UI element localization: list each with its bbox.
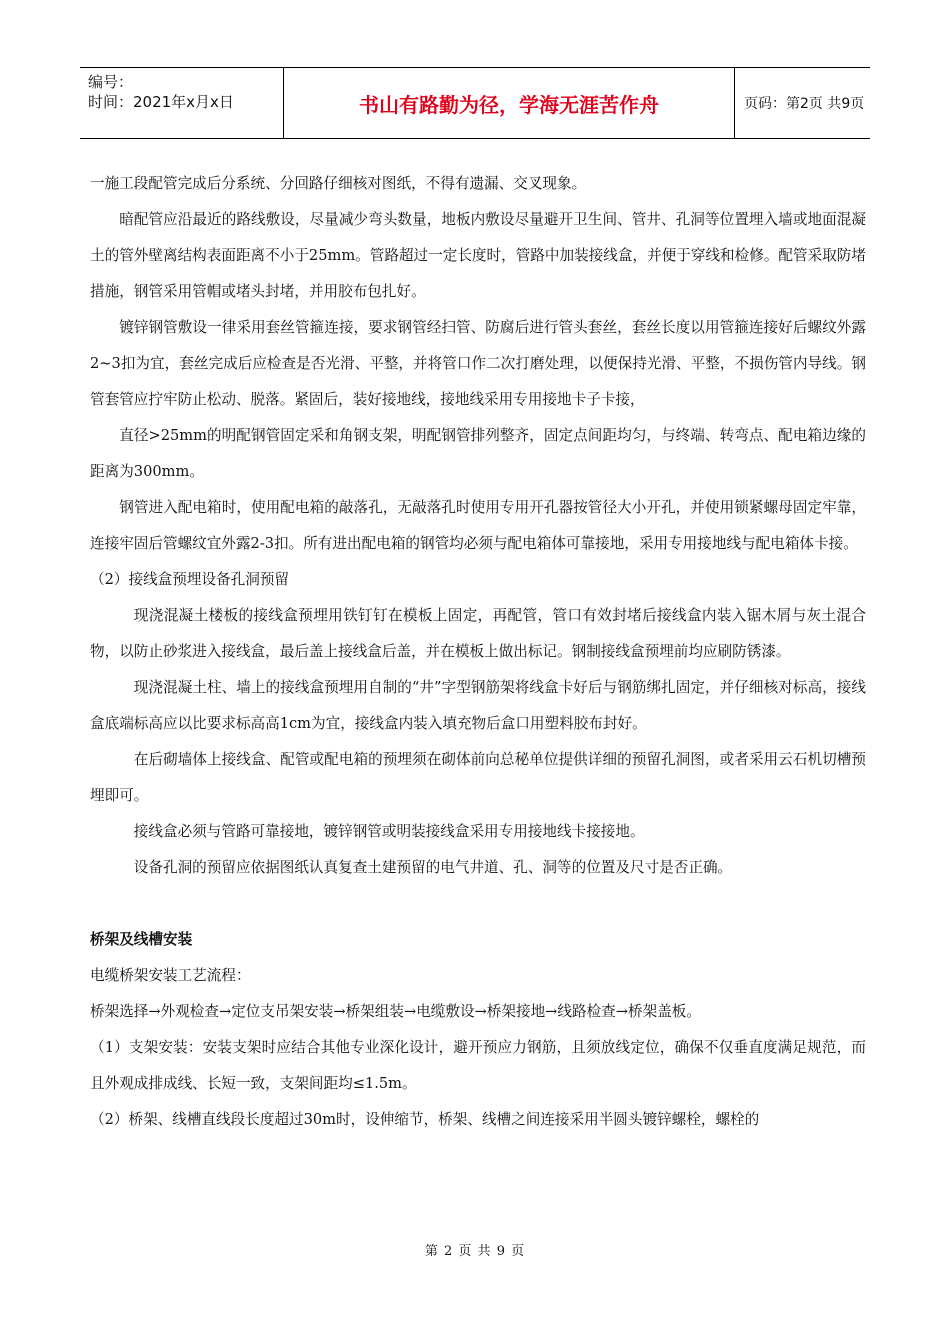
paragraph: 镀锌钢管敷设一律采用套丝管箍连接，要求钢管经扫管、防腐后进行管头套丝，套丝长度以用管箍连接好后螺纹外露2~3扣为宜，套丝完成后应检查是否光滑、平整，并将管口作二次打磨处理，以便保持光滑、平整，不损伤管内导线。钢管套管应拧牢防止松动、脱落。紧固后，装好接地线，接地线采用专用接地卡子卡接，: [90, 319, 866, 408]
paragraph: （1）支架安装：安装支架时应结合其他专业深化设计，避开预应力钢筋，且须放线定位，确保不仅垂直度满足规范，而且外观成排成线、长短一致，支架间距均≤1.5m。: [90, 1039, 866, 1092]
paragraph: 直径>25mm的明配钢管固定采和角钢支架，明配钢管排列整齐，固定点间距均匀，与终端、转弯点、配电箱边缘的距离为300mm。: [90, 427, 866, 480]
section-heading: 桥架及线槽安装: [90, 931, 193, 948]
paragraph: 在后砌墙体上接线盒、配管或配电箱的预埋须在砌体前向总秘单位提供详细的预留孔洞图，或者采用云石机切槽预埋即可。: [90, 751, 866, 804]
paragraph: 暗配管应沿最近的路线敷设，尽量减少弯头数量，地板内敷设尽量避开卫生间、管井、孔洞等位置埋入墙或地面混凝土的管外壁离结构表面距离不小于25mm。管路超过一定长度时，管路中加装接线盒，并便于穿线和检修。配管采取防堵措施，钢管采用管帽或堵头封堵，并用胶布包扎好。: [90, 211, 866, 300]
section-subheading: （2）接线盒预埋设备孔洞预留: [90, 571, 290, 588]
process-flow: 桥架选择→外观检查→定位支吊架安装→桥架组装→电缆敷设→桥架接地→线路检查→桥架盖板。: [90, 1003, 701, 1020]
paragraph: 现浇混凝土柱、墙上的接线盒预埋用自制的“井”字型钢筋架将线盒卡好后与钢筋绑扎固定，并仔细核对标高，接线盒底端标高应以比要求标高高1cm为宜，接线盒内装入填充物后盒口用塑料胶布封好。: [90, 679, 866, 732]
paragraph: 现浇混凝土楼板的接线盒预埋用铁钉钉在模板上固定，再配管，管口有效封堵后接线盒内装入锯木屑与灰土混合物，以防止砂浆进入接线盒，最后盖上接线盒后盖，并在模板上做出标记。钢制接线盒预埋前均应刷防锈漆。: [90, 607, 866, 660]
spacer: [90, 886, 866, 922]
document-body: [90, 166, 866, 1138]
paragraph: 一施工段配管完成后分系统、分回路仔细核对图纸，不得有遗漏、交叉现象。: [90, 175, 587, 192]
header-page-info: 页码：第2页 共9页: [744, 96, 865, 112]
page-header: [80, 67, 870, 139]
paragraph: 电缆桥架安装工艺流程：: [90, 967, 251, 984]
paragraph: 钢管进入配电箱时，使用配电箱的敲落孔，无敲落孔时使用专用开孔器按管径大小开孔，并使用锁紧螺母固定牢靠，连接牢固后管螺纹宜外露2-3扣。所有进出配电箱的钢管均必须与配电箱体可靠接地，采用专用接地线与配电箱体卡接。: [90, 499, 866, 552]
document-number-label: 编号：: [88, 73, 134, 91]
document-time-label: 时间：2021年x月x日: [88, 93, 234, 111]
header-slogan: 书山有路勤为径，学海无涯苦作舟: [283, 68, 735, 138]
page-footer: 第 2 页 共 9 页: [424, 1244, 526, 1259]
paragraph: 接线盒必须与管路可靠接地，镀锌钢管或明装接线盒采用专用接地线卡接接地。: [133, 823, 645, 840]
paragraph: （2）桥架、线槽直线段长度超过30m时，设伸缩节，桥架、线槽之间连接采用半圆头镀锌螺栓，螺栓的: [90, 1111, 760, 1128]
header-meta: [80, 68, 283, 138]
paragraph: 设备孔洞的预留应依据图纸认真复查土建预留的电气井道、孔、洞等的位置及尺寸是否正确。: [133, 859, 733, 876]
